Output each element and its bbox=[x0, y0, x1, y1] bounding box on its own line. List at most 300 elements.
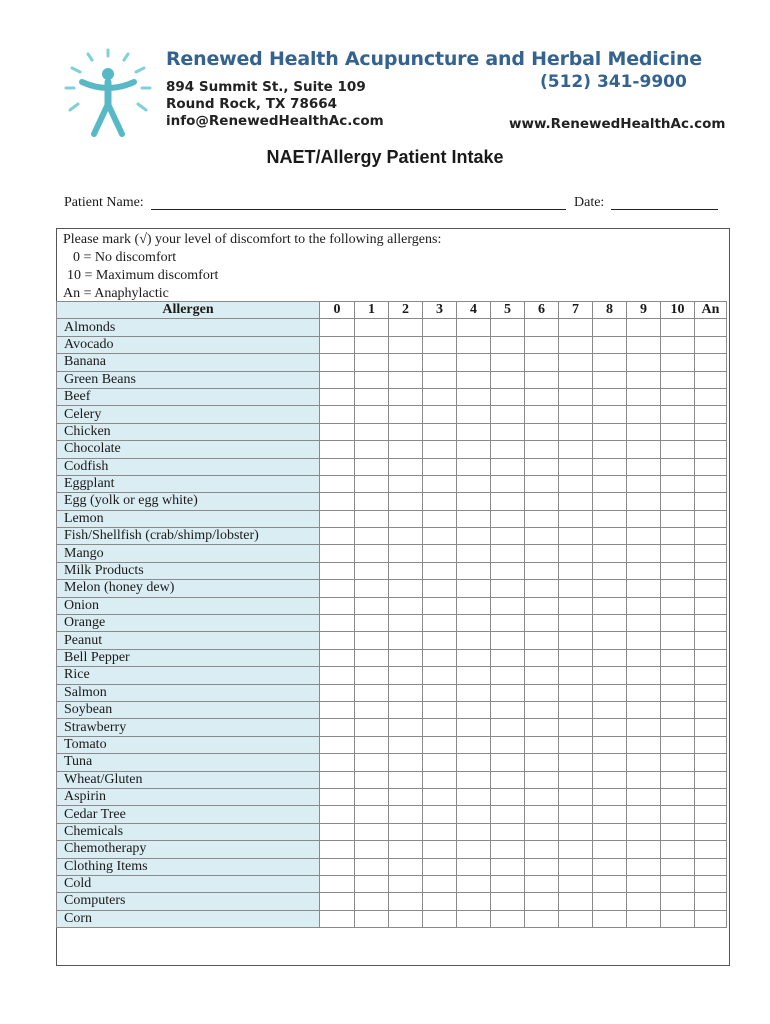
rating-cell[interactable] bbox=[491, 336, 525, 353]
rating-cell[interactable] bbox=[695, 423, 727, 440]
rating-cell[interactable] bbox=[525, 371, 559, 388]
rating-cell[interactable] bbox=[525, 823, 559, 840]
rating-cell[interactable] bbox=[661, 336, 695, 353]
rating-cell[interactable] bbox=[695, 441, 727, 458]
rating-cell[interactable] bbox=[423, 441, 457, 458]
rating-cell[interactable] bbox=[355, 632, 389, 649]
rating-cell[interactable] bbox=[525, 615, 559, 632]
rating-cell[interactable] bbox=[389, 806, 423, 823]
rating-cell[interactable] bbox=[559, 319, 593, 336]
rating-cell[interactable] bbox=[593, 510, 627, 527]
rating-cell[interactable] bbox=[627, 319, 661, 336]
rating-cell[interactable] bbox=[355, 684, 389, 701]
rating-cell[interactable] bbox=[695, 319, 727, 336]
rating-cell[interactable] bbox=[457, 562, 491, 579]
rating-cell[interactable] bbox=[525, 336, 559, 353]
rating-cell[interactable] bbox=[355, 910, 389, 927]
rating-cell[interactable] bbox=[389, 475, 423, 492]
rating-cell[interactable] bbox=[525, 754, 559, 771]
rating-cell[interactable] bbox=[320, 719, 355, 736]
rating-cell[interactable] bbox=[525, 388, 559, 405]
rating-cell[interactable] bbox=[627, 336, 661, 353]
rating-cell[interactable] bbox=[320, 371, 355, 388]
rating-cell[interactable] bbox=[389, 458, 423, 475]
rating-cell[interactable] bbox=[627, 684, 661, 701]
rating-cell[interactable] bbox=[389, 441, 423, 458]
rating-cell[interactable] bbox=[661, 893, 695, 910]
rating-cell[interactable] bbox=[457, 336, 491, 353]
rating-cell[interactable] bbox=[355, 354, 389, 371]
rating-cell[interactable] bbox=[491, 632, 525, 649]
rating-cell[interactable] bbox=[627, 858, 661, 875]
rating-cell[interactable] bbox=[457, 388, 491, 405]
rating-cell[interactable] bbox=[695, 493, 727, 510]
rating-cell[interactable] bbox=[423, 875, 457, 892]
rating-cell[interactable] bbox=[627, 597, 661, 614]
rating-cell[interactable] bbox=[525, 788, 559, 805]
rating-cell[interactable] bbox=[695, 858, 727, 875]
rating-cell[interactable] bbox=[627, 701, 661, 718]
rating-cell[interactable] bbox=[525, 910, 559, 927]
rating-cell[interactable] bbox=[525, 319, 559, 336]
rating-cell[interactable] bbox=[627, 736, 661, 753]
rating-cell[interactable] bbox=[457, 580, 491, 597]
rating-cell[interactable] bbox=[593, 354, 627, 371]
rating-cell[interactable] bbox=[661, 475, 695, 492]
rating-cell[interactable] bbox=[593, 823, 627, 840]
rating-cell[interactable] bbox=[695, 754, 727, 771]
rating-cell[interactable] bbox=[661, 510, 695, 527]
rating-cell[interactable] bbox=[457, 319, 491, 336]
rating-cell[interactable] bbox=[457, 371, 491, 388]
rating-cell[interactable] bbox=[389, 841, 423, 858]
rating-cell[interactable] bbox=[491, 371, 525, 388]
rating-cell[interactable] bbox=[661, 771, 695, 788]
rating-cell[interactable] bbox=[423, 841, 457, 858]
rating-cell[interactable] bbox=[320, 841, 355, 858]
rating-cell[interactable] bbox=[593, 788, 627, 805]
rating-cell[interactable] bbox=[559, 615, 593, 632]
rating-cell[interactable] bbox=[695, 371, 727, 388]
rating-cell[interactable] bbox=[627, 545, 661, 562]
rating-cell[interactable] bbox=[389, 632, 423, 649]
rating-cell[interactable] bbox=[661, 354, 695, 371]
rating-cell[interactable] bbox=[320, 615, 355, 632]
rating-cell[interactable] bbox=[525, 841, 559, 858]
rating-cell[interactable] bbox=[320, 667, 355, 684]
rating-cell[interactable] bbox=[491, 806, 525, 823]
rating-cell[interactable] bbox=[491, 510, 525, 527]
rating-cell[interactable] bbox=[695, 719, 727, 736]
rating-cell[interactable] bbox=[559, 701, 593, 718]
rating-cell[interactable] bbox=[423, 667, 457, 684]
rating-cell[interactable] bbox=[457, 841, 491, 858]
rating-cell[interactable] bbox=[695, 649, 727, 666]
rating-cell[interactable] bbox=[320, 684, 355, 701]
rating-cell[interactable] bbox=[627, 615, 661, 632]
rating-cell[interactable] bbox=[355, 336, 389, 353]
rating-cell[interactable] bbox=[320, 406, 355, 423]
rating-cell[interactable] bbox=[559, 788, 593, 805]
rating-cell[interactable] bbox=[491, 684, 525, 701]
rating-cell[interactable] bbox=[491, 736, 525, 753]
rating-cell[interactable] bbox=[559, 458, 593, 475]
rating-cell[interactable] bbox=[457, 528, 491, 545]
rating-cell[interactable] bbox=[491, 823, 525, 840]
rating-cell[interactable] bbox=[695, 893, 727, 910]
rating-cell[interactable] bbox=[593, 615, 627, 632]
rating-cell[interactable] bbox=[320, 562, 355, 579]
rating-cell[interactable] bbox=[559, 528, 593, 545]
rating-cell[interactable] bbox=[491, 667, 525, 684]
rating-cell[interactable] bbox=[661, 545, 695, 562]
rating-cell[interactable] bbox=[389, 875, 423, 892]
rating-cell[interactable] bbox=[355, 667, 389, 684]
rating-cell[interactable] bbox=[355, 475, 389, 492]
rating-cell[interactable] bbox=[627, 388, 661, 405]
rating-cell[interactable] bbox=[389, 736, 423, 753]
rating-cell[interactable] bbox=[491, 493, 525, 510]
rating-cell[interactable] bbox=[423, 684, 457, 701]
rating-cell[interactable] bbox=[593, 406, 627, 423]
rating-cell[interactable] bbox=[457, 475, 491, 492]
rating-cell[interactable] bbox=[389, 493, 423, 510]
rating-cell[interactable] bbox=[389, 388, 423, 405]
rating-cell[interactable] bbox=[423, 701, 457, 718]
rating-cell[interactable] bbox=[593, 423, 627, 440]
rating-cell[interactable] bbox=[559, 754, 593, 771]
rating-cell[interactable] bbox=[320, 336, 355, 353]
rating-cell[interactable] bbox=[423, 632, 457, 649]
rating-cell[interactable] bbox=[320, 893, 355, 910]
rating-cell[interactable] bbox=[559, 736, 593, 753]
rating-cell[interactable] bbox=[593, 858, 627, 875]
rating-cell[interactable] bbox=[355, 406, 389, 423]
rating-cell[interactable] bbox=[695, 615, 727, 632]
rating-cell[interactable] bbox=[491, 528, 525, 545]
rating-cell[interactable] bbox=[525, 528, 559, 545]
rating-cell[interactable] bbox=[627, 528, 661, 545]
rating-cell[interactable] bbox=[457, 875, 491, 892]
rating-cell[interactable] bbox=[695, 580, 727, 597]
rating-cell[interactable] bbox=[559, 441, 593, 458]
rating-cell[interactable] bbox=[661, 580, 695, 597]
rating-cell[interactable] bbox=[525, 649, 559, 666]
rating-cell[interactable] bbox=[525, 858, 559, 875]
rating-cell[interactable] bbox=[355, 597, 389, 614]
rating-cell[interactable] bbox=[661, 458, 695, 475]
rating-cell[interactable] bbox=[627, 458, 661, 475]
rating-cell[interactable] bbox=[423, 754, 457, 771]
rating-cell[interactable] bbox=[593, 493, 627, 510]
rating-cell[interactable] bbox=[389, 858, 423, 875]
rating-cell[interactable] bbox=[389, 528, 423, 545]
rating-cell[interactable] bbox=[457, 719, 491, 736]
rating-cell[interactable] bbox=[661, 719, 695, 736]
rating-cell[interactable] bbox=[559, 823, 593, 840]
rating-cell[interactable] bbox=[661, 371, 695, 388]
rating-cell[interactable] bbox=[661, 858, 695, 875]
date-field[interactable] bbox=[611, 209, 718, 210]
rating-cell[interactable] bbox=[695, 475, 727, 492]
rating-cell[interactable] bbox=[457, 736, 491, 753]
rating-cell[interactable] bbox=[593, 458, 627, 475]
rating-cell[interactable] bbox=[559, 684, 593, 701]
rating-cell[interactable] bbox=[559, 475, 593, 492]
rating-cell[interactable] bbox=[661, 806, 695, 823]
rating-cell[interactable] bbox=[491, 406, 525, 423]
rating-cell[interactable] bbox=[355, 371, 389, 388]
rating-cell[interactable] bbox=[525, 458, 559, 475]
rating-cell[interactable] bbox=[491, 875, 525, 892]
rating-cell[interactable] bbox=[695, 597, 727, 614]
rating-cell[interactable] bbox=[457, 615, 491, 632]
rating-cell[interactable] bbox=[593, 319, 627, 336]
rating-cell[interactable] bbox=[593, 806, 627, 823]
rating-cell[interactable] bbox=[525, 893, 559, 910]
rating-cell[interactable] bbox=[389, 893, 423, 910]
rating-cell[interactable] bbox=[423, 336, 457, 353]
rating-cell[interactable] bbox=[355, 545, 389, 562]
rating-cell[interactable] bbox=[355, 493, 389, 510]
rating-cell[interactable] bbox=[423, 510, 457, 527]
rating-cell[interactable] bbox=[661, 841, 695, 858]
rating-cell[interactable] bbox=[661, 736, 695, 753]
rating-cell[interactable] bbox=[320, 771, 355, 788]
rating-cell[interactable] bbox=[491, 788, 525, 805]
rating-cell[interactable] bbox=[627, 371, 661, 388]
rating-cell[interactable] bbox=[389, 597, 423, 614]
rating-cell[interactable] bbox=[423, 649, 457, 666]
rating-cell[interactable] bbox=[491, 771, 525, 788]
rating-cell[interactable] bbox=[593, 597, 627, 614]
rating-cell[interactable] bbox=[593, 893, 627, 910]
rating-cell[interactable] bbox=[593, 841, 627, 858]
rating-cell[interactable] bbox=[695, 406, 727, 423]
rating-cell[interactable] bbox=[661, 597, 695, 614]
rating-cell[interactable] bbox=[525, 701, 559, 718]
rating-cell[interactable] bbox=[695, 458, 727, 475]
rating-cell[interactable] bbox=[389, 771, 423, 788]
rating-cell[interactable] bbox=[423, 788, 457, 805]
rating-cell[interactable] bbox=[627, 632, 661, 649]
rating-cell[interactable] bbox=[320, 649, 355, 666]
rating-cell[interactable] bbox=[491, 319, 525, 336]
rating-cell[interactable] bbox=[355, 719, 389, 736]
rating-cell[interactable] bbox=[355, 771, 389, 788]
rating-cell[interactable] bbox=[320, 441, 355, 458]
rating-cell[interactable] bbox=[423, 580, 457, 597]
rating-cell[interactable] bbox=[559, 875, 593, 892]
rating-cell[interactable] bbox=[627, 841, 661, 858]
rating-cell[interactable] bbox=[661, 823, 695, 840]
rating-cell[interactable] bbox=[593, 632, 627, 649]
rating-cell[interactable] bbox=[355, 736, 389, 753]
rating-cell[interactable] bbox=[593, 771, 627, 788]
rating-cell[interactable] bbox=[661, 406, 695, 423]
rating-cell[interactable] bbox=[389, 701, 423, 718]
rating-cell[interactable] bbox=[389, 562, 423, 579]
rating-cell[interactable] bbox=[525, 580, 559, 597]
rating-cell[interactable] bbox=[423, 615, 457, 632]
rating-cell[interactable] bbox=[423, 719, 457, 736]
rating-cell[interactable] bbox=[661, 441, 695, 458]
rating-cell[interactable] bbox=[525, 684, 559, 701]
rating-cell[interactable] bbox=[457, 788, 491, 805]
rating-cell[interactable] bbox=[695, 684, 727, 701]
rating-cell[interactable] bbox=[423, 458, 457, 475]
rating-cell[interactable] bbox=[355, 528, 389, 545]
rating-cell[interactable] bbox=[695, 667, 727, 684]
rating-cell[interactable] bbox=[320, 388, 355, 405]
rating-cell[interactable] bbox=[491, 701, 525, 718]
rating-cell[interactable] bbox=[423, 806, 457, 823]
rating-cell[interactable] bbox=[457, 406, 491, 423]
rating-cell[interactable] bbox=[627, 510, 661, 527]
rating-cell[interactable] bbox=[389, 580, 423, 597]
rating-cell[interactable] bbox=[559, 719, 593, 736]
rating-cell[interactable] bbox=[695, 823, 727, 840]
rating-cell[interactable] bbox=[627, 806, 661, 823]
rating-cell[interactable] bbox=[389, 719, 423, 736]
rating-cell[interactable] bbox=[559, 771, 593, 788]
rating-cell[interactable] bbox=[320, 423, 355, 440]
rating-cell[interactable] bbox=[355, 701, 389, 718]
rating-cell[interactable] bbox=[661, 684, 695, 701]
rating-cell[interactable] bbox=[559, 336, 593, 353]
rating-cell[interactable] bbox=[525, 406, 559, 423]
rating-cell[interactable] bbox=[320, 528, 355, 545]
rating-cell[interactable] bbox=[389, 684, 423, 701]
rating-cell[interactable] bbox=[593, 475, 627, 492]
patient-name-field[interactable] bbox=[151, 209, 566, 210]
rating-cell[interactable] bbox=[355, 893, 389, 910]
rating-cell[interactable] bbox=[695, 388, 727, 405]
rating-cell[interactable] bbox=[559, 910, 593, 927]
rating-cell[interactable] bbox=[627, 406, 661, 423]
rating-cell[interactable] bbox=[423, 388, 457, 405]
rating-cell[interactable] bbox=[559, 406, 593, 423]
rating-cell[interactable] bbox=[525, 423, 559, 440]
rating-cell[interactable] bbox=[695, 632, 727, 649]
rating-cell[interactable] bbox=[559, 493, 593, 510]
rating-cell[interactable] bbox=[593, 684, 627, 701]
rating-cell[interactable] bbox=[593, 371, 627, 388]
rating-cell[interactable] bbox=[423, 823, 457, 840]
rating-cell[interactable] bbox=[695, 841, 727, 858]
rating-cell[interactable] bbox=[355, 458, 389, 475]
rating-cell[interactable] bbox=[457, 910, 491, 927]
rating-cell[interactable] bbox=[627, 771, 661, 788]
rating-cell[interactable] bbox=[525, 736, 559, 753]
rating-cell[interactable] bbox=[389, 754, 423, 771]
rating-cell[interactable] bbox=[491, 441, 525, 458]
rating-cell[interactable] bbox=[457, 667, 491, 684]
rating-cell[interactable] bbox=[491, 893, 525, 910]
rating-cell[interactable] bbox=[661, 875, 695, 892]
rating-cell[interactable] bbox=[695, 806, 727, 823]
rating-cell[interactable] bbox=[559, 545, 593, 562]
rating-cell[interactable] bbox=[593, 736, 627, 753]
rating-cell[interactable] bbox=[525, 493, 559, 510]
rating-cell[interactable] bbox=[423, 910, 457, 927]
rating-cell[interactable] bbox=[457, 649, 491, 666]
rating-cell[interactable] bbox=[355, 388, 389, 405]
rating-cell[interactable] bbox=[491, 754, 525, 771]
rating-cell[interactable] bbox=[423, 771, 457, 788]
rating-cell[interactable] bbox=[491, 458, 525, 475]
rating-cell[interactable] bbox=[389, 788, 423, 805]
rating-cell[interactable] bbox=[661, 701, 695, 718]
rating-cell[interactable] bbox=[355, 875, 389, 892]
rating-cell[interactable] bbox=[355, 423, 389, 440]
rating-cell[interactable] bbox=[457, 823, 491, 840]
rating-cell[interactable] bbox=[320, 510, 355, 527]
rating-cell[interactable] bbox=[559, 632, 593, 649]
rating-cell[interactable] bbox=[525, 441, 559, 458]
rating-cell[interactable] bbox=[389, 510, 423, 527]
rating-cell[interactable] bbox=[695, 562, 727, 579]
rating-cell[interactable] bbox=[389, 545, 423, 562]
rating-cell[interactable] bbox=[423, 562, 457, 579]
rating-cell[interactable] bbox=[695, 701, 727, 718]
rating-cell[interactable] bbox=[661, 632, 695, 649]
rating-cell[interactable] bbox=[559, 354, 593, 371]
rating-cell[interactable] bbox=[559, 423, 593, 440]
rating-cell[interactable] bbox=[627, 910, 661, 927]
rating-cell[interactable] bbox=[559, 649, 593, 666]
rating-cell[interactable] bbox=[457, 458, 491, 475]
rating-cell[interactable] bbox=[457, 510, 491, 527]
rating-cell[interactable] bbox=[661, 754, 695, 771]
rating-cell[interactable] bbox=[525, 632, 559, 649]
rating-cell[interactable] bbox=[423, 597, 457, 614]
rating-cell[interactable] bbox=[593, 875, 627, 892]
rating-cell[interactable] bbox=[389, 354, 423, 371]
rating-cell[interactable] bbox=[457, 754, 491, 771]
rating-cell[interactable] bbox=[695, 336, 727, 353]
rating-cell[interactable] bbox=[457, 893, 491, 910]
rating-cell[interactable] bbox=[627, 875, 661, 892]
rating-cell[interactable] bbox=[423, 893, 457, 910]
rating-cell[interactable] bbox=[457, 441, 491, 458]
rating-cell[interactable] bbox=[525, 875, 559, 892]
rating-cell[interactable] bbox=[320, 319, 355, 336]
rating-cell[interactable] bbox=[627, 441, 661, 458]
rating-cell[interactable] bbox=[491, 615, 525, 632]
rating-cell[interactable] bbox=[389, 615, 423, 632]
rating-cell[interactable] bbox=[593, 528, 627, 545]
rating-cell[interactable] bbox=[593, 701, 627, 718]
rating-cell[interactable] bbox=[627, 354, 661, 371]
rating-cell[interactable] bbox=[423, 423, 457, 440]
rating-cell[interactable] bbox=[423, 475, 457, 492]
rating-cell[interactable] bbox=[627, 667, 661, 684]
rating-cell[interactable] bbox=[559, 841, 593, 858]
rating-cell[interactable] bbox=[457, 597, 491, 614]
rating-cell[interactable] bbox=[661, 388, 695, 405]
rating-cell[interactable] bbox=[559, 806, 593, 823]
rating-cell[interactable] bbox=[320, 910, 355, 927]
rating-cell[interactable] bbox=[695, 736, 727, 753]
rating-cell[interactable] bbox=[389, 910, 423, 927]
rating-cell[interactable] bbox=[661, 788, 695, 805]
rating-cell[interactable] bbox=[389, 423, 423, 440]
rating-cell[interactable] bbox=[423, 319, 457, 336]
rating-cell[interactable] bbox=[559, 580, 593, 597]
rating-cell[interactable] bbox=[491, 562, 525, 579]
rating-cell[interactable] bbox=[457, 423, 491, 440]
